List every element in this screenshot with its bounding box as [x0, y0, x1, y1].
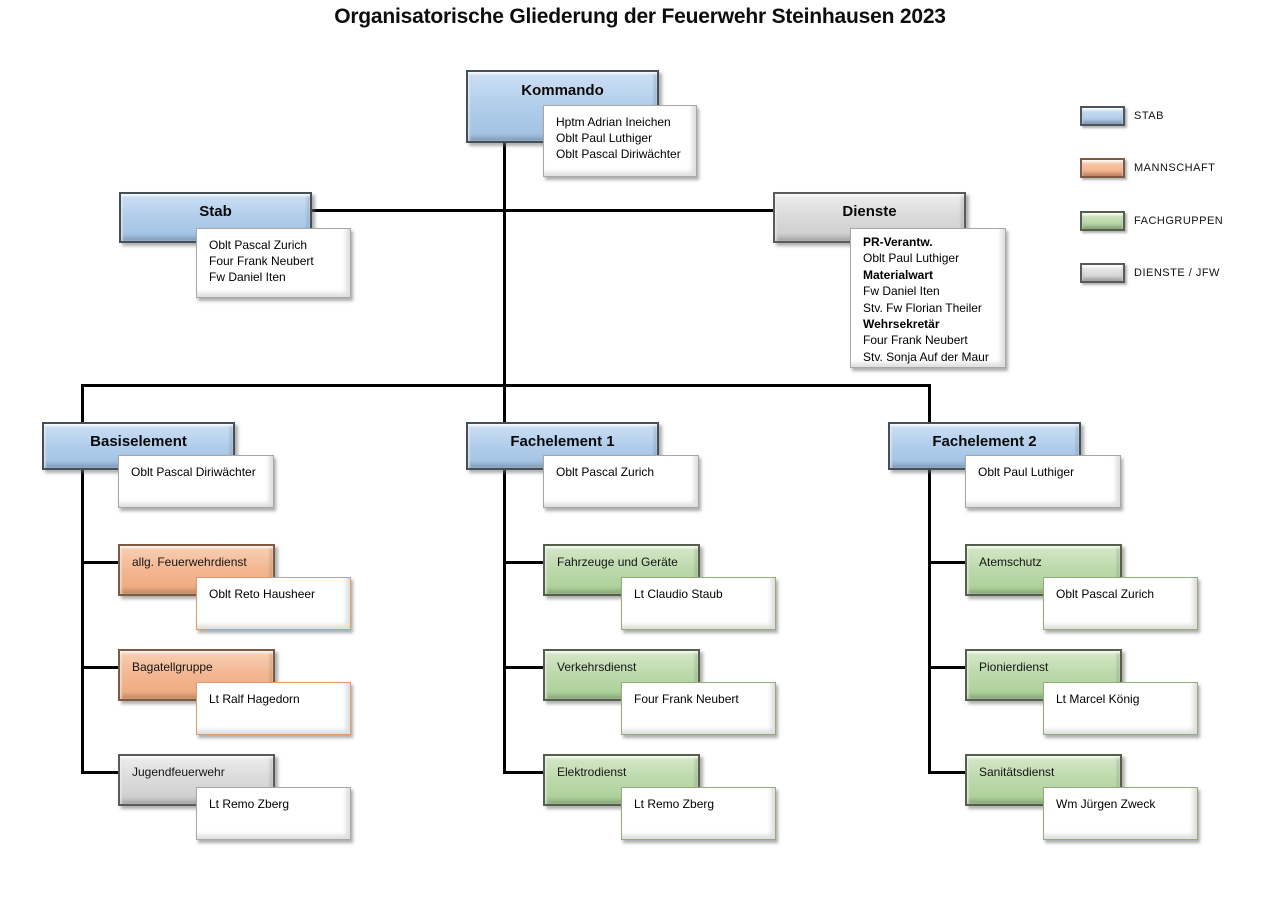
member-name: Fw Daniel Iten	[209, 270, 286, 284]
leader-name: Four Frank Neubert	[634, 692, 739, 706]
page-title: Organisatorische Gliederung der Feuerwehr Steinhausen 2023	[334, 5, 946, 28]
group-leader-panel	[1043, 787, 1198, 840]
legend-item-mannschaft	[1080, 158, 1215, 178]
group-label: Jugendfeuerwehr	[132, 765, 225, 779]
group-leader-panel	[621, 577, 776, 630]
dienste-role: Materialwart	[863, 267, 934, 282]
legend-item-dienste-jfw	[1080, 263, 1220, 283]
connector-drop-basiselement	[81, 384, 84, 422]
fachelement1-leader-panel	[543, 455, 699, 508]
group-label: Atemschutz	[979, 555, 1042, 569]
connector-stub	[81, 666, 118, 669]
group-label: Verkehrsdienst	[557, 660, 637, 674]
dienste-label: Dienste	[842, 203, 897, 220]
group-leader-panel	[196, 787, 351, 840]
stab-blue-swatch	[1080, 106, 1125, 126]
kommando-label: Kommando	[521, 82, 604, 99]
dienste-members-panel	[850, 228, 1006, 368]
connector-stub	[503, 771, 543, 774]
fachelement2-leader-panel	[965, 455, 1121, 508]
kommando-members-panel	[543, 105, 697, 177]
group-leader-panel	[621, 682, 776, 735]
leader-name: Oblt Reto Hausheer	[209, 587, 316, 601]
basiselement-leader-panel	[118, 455, 274, 508]
connector-stub	[81, 561, 118, 564]
member-name: Stv. Fw Florian Theiler	[863, 300, 982, 315]
fachgruppen-green-swatch	[1080, 211, 1125, 231]
group-label: Elektrodienst	[557, 765, 627, 779]
member-name: Four Frank Neubert	[863, 333, 968, 348]
connector-stub	[928, 666, 965, 669]
group-leader-panel	[1043, 577, 1198, 630]
connector-drop-fachelement2	[928, 384, 931, 422]
connector-kommando-vertical	[503, 143, 506, 385]
leader-name: Lt Ralf Hagedorn	[209, 692, 300, 706]
group-label: allg. Feuerwehrdienst	[132, 555, 247, 569]
member-name: Four Frank Neubert	[209, 254, 314, 268]
leader-name: Wm Jürgen Zweck	[1056, 797, 1156, 811]
dienste-role: Wehrsekretär	[863, 317, 940, 332]
member-name: Stv. Sonja Auf der Maur	[863, 349, 989, 364]
connector-stab-dienste-horizontal	[312, 209, 773, 212]
group-label: Fahrzeuge und Geräte	[557, 555, 678, 569]
leader-name: Lt Marcel König	[1056, 692, 1140, 706]
leader-name: Lt Claudio Staub	[634, 587, 723, 601]
legend-label: FACHGRUPPEN	[1134, 215, 1224, 227]
connector-drop-fachelement1	[503, 384, 506, 422]
basiselement-label: Basiselement	[90, 433, 187, 450]
mannschaft-orange-swatch	[1080, 158, 1125, 178]
connector-stub	[928, 771, 965, 774]
group-leader-panel	[621, 787, 776, 840]
member-name: Oblt Paul Luthiger	[863, 251, 960, 266]
connector-stub	[81, 771, 118, 774]
connector-stub	[503, 561, 543, 564]
leader-name: Oblt Pascal Zurich	[1056, 587, 1155, 601]
connector-spine-fachelement1	[503, 470, 506, 774]
dienste-gray-swatch	[1080, 263, 1125, 283]
legend-label: STAB	[1134, 110, 1164, 122]
fachelement2-label: Fachelement 2	[932, 433, 1037, 450]
leader-name: Oblt Paul Luthiger	[978, 465, 1075, 479]
dienste-role: PR-Verantw.	[863, 235, 933, 249]
connector-spine-basiselement	[81, 470, 84, 774]
stab-label: Stab	[199, 203, 232, 220]
group-label: Pionierdienst	[979, 660, 1049, 674]
legend-label: MANNSCHAFT	[1134, 162, 1216, 174]
legend-label: DIENSTE / JFW	[1134, 267, 1220, 279]
group-leader-panel	[196, 682, 351, 735]
legend-item-fachgruppen	[1080, 211, 1223, 231]
member-name: Hptm Adrian Ineichen	[556, 115, 671, 129]
group-leader-panel	[1043, 682, 1198, 735]
group-leader-panel	[196, 577, 351, 630]
group-label: Sanitätsdienst	[979, 765, 1055, 779]
member-name: Fw Daniel Iten	[863, 284, 940, 299]
leader-name: Oblt Pascal Zurich	[556, 465, 655, 479]
member-name: Oblt Pascal Zurich	[209, 238, 308, 252]
leader-name: Oblt Pascal Diriwächter	[131, 465, 256, 479]
legend-item-stab	[1080, 106, 1164, 126]
connector-stub	[928, 561, 965, 564]
leader-name: Lt Remo Zberg	[634, 797, 715, 811]
member-name: Oblt Paul Luthiger	[556, 131, 653, 145]
fachelement1-label: Fachelement 1	[510, 433, 615, 450]
stab-members-panel	[196, 228, 351, 298]
member-name: Oblt Pascal Diriwächter	[556, 147, 681, 161]
connector-stub	[503, 666, 543, 669]
group-label: Bagatellgruppe	[132, 660, 213, 674]
connector-spine-fachelement2	[928, 470, 931, 774]
leader-name: Lt Remo Zberg	[209, 797, 290, 811]
connector-elements-horizontal	[81, 384, 931, 387]
